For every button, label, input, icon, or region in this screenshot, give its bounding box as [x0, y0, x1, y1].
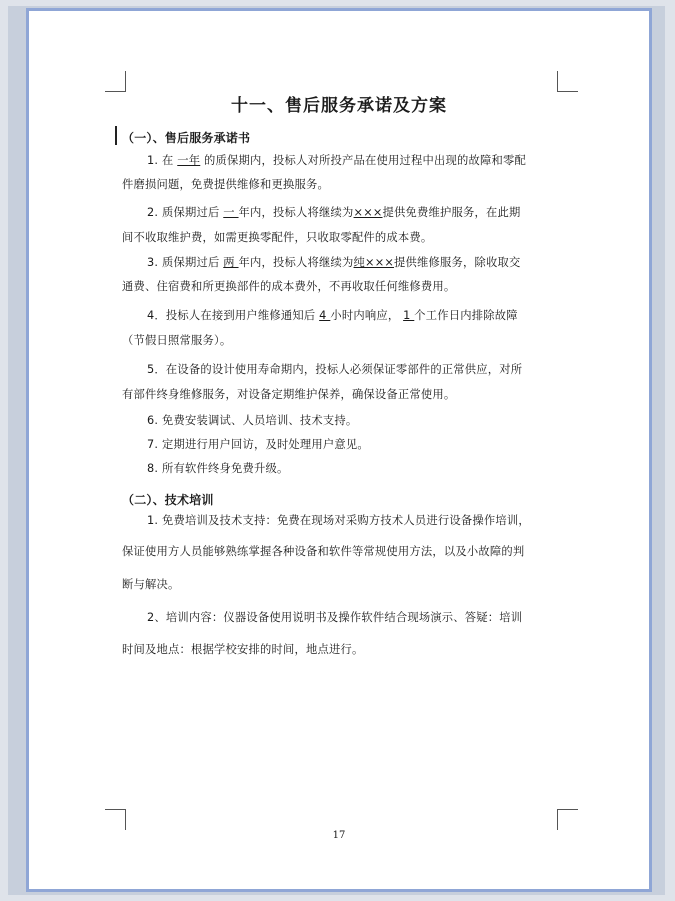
- training-p1-line3: 断与解决。: [122, 578, 180, 591]
- item1-line2: 件磨损问题，免费提供维修和更换服务。: [122, 178, 329, 191]
- item6: 6. 免费安装调试、人员培训、技术支持。: [147, 414, 358, 427]
- item4-line2: （节假日照常服务）。: [122, 334, 232, 347]
- page-number: 17: [332, 830, 346, 841]
- item7: 7. 定期进行用户回访，及时处理用户意见。: [147, 438, 369, 451]
- crop-mark-bottom-left: [105, 809, 126, 830]
- item5-line2: 有部件终身维修服务，对设备定期维护保养，确保设备正常使用。: [122, 388, 456, 401]
- item8: 8. 所有软件终身免费升级。: [147, 462, 289, 475]
- crop-mark-bottom-right: [557, 809, 578, 830]
- section2-heading: （二）、技术培训: [122, 493, 214, 507]
- crop-mark-top-right: [557, 71, 578, 92]
- item2-line2: 间不收取维护费，如需更换零配件，只收取零配件的成本费。: [122, 231, 433, 244]
- training-p2-line2: 时间及地点：根据学校安排的时间，地点进行。: [122, 643, 364, 656]
- item1-line1: 1. 在 一年 的质保期内，投标人对所投产品在使用过程中出现的故障和零配: [147, 154, 526, 167]
- item4-line1: 4．投标人在接到用户维修通知后 4 小时内响应， 1 个工作日内排除故障: [147, 309, 518, 322]
- training-p1-line1: 1. 免费培训及技术支持：免费在现场对采购方技术人员进行设备操作培训，: [147, 514, 530, 527]
- training-p2-line1: 2、培训内容：仪器设备使用说明书及操作软件结合现场演示、答疑：培训: [147, 611, 523, 624]
- item3-line2: 通费、住宿费和所更换部件的成本费外，不再收取任何维修费用。: [122, 280, 456, 293]
- item3-line1: 3. 质保期过后 两 年内，投标人将继续为纯×××提供维修服务，除收取交: [147, 256, 521, 269]
- section1-heading: （一）、售后服务承诺书: [122, 131, 251, 145]
- document-page: [26, 8, 652, 892]
- training-p1-line2: 保证使用方人员能够熟练掌握各种设备和软件等常规使用方法，以及小故障的判: [122, 545, 525, 558]
- page-title: 十一、售后服务承诺及方案: [231, 96, 447, 116]
- crop-mark-top-left: [105, 71, 126, 92]
- item2-line1: 2. 质保期过后 一 年内，投标人将继续为×××提供免费维护服务，在此期: [147, 206, 521, 219]
- text-cursor: [115, 126, 117, 145]
- item5-line1: 5．在设备的设计使用寿命期内，投标人必须保证零部件的正常供应，对所: [147, 363, 523, 376]
